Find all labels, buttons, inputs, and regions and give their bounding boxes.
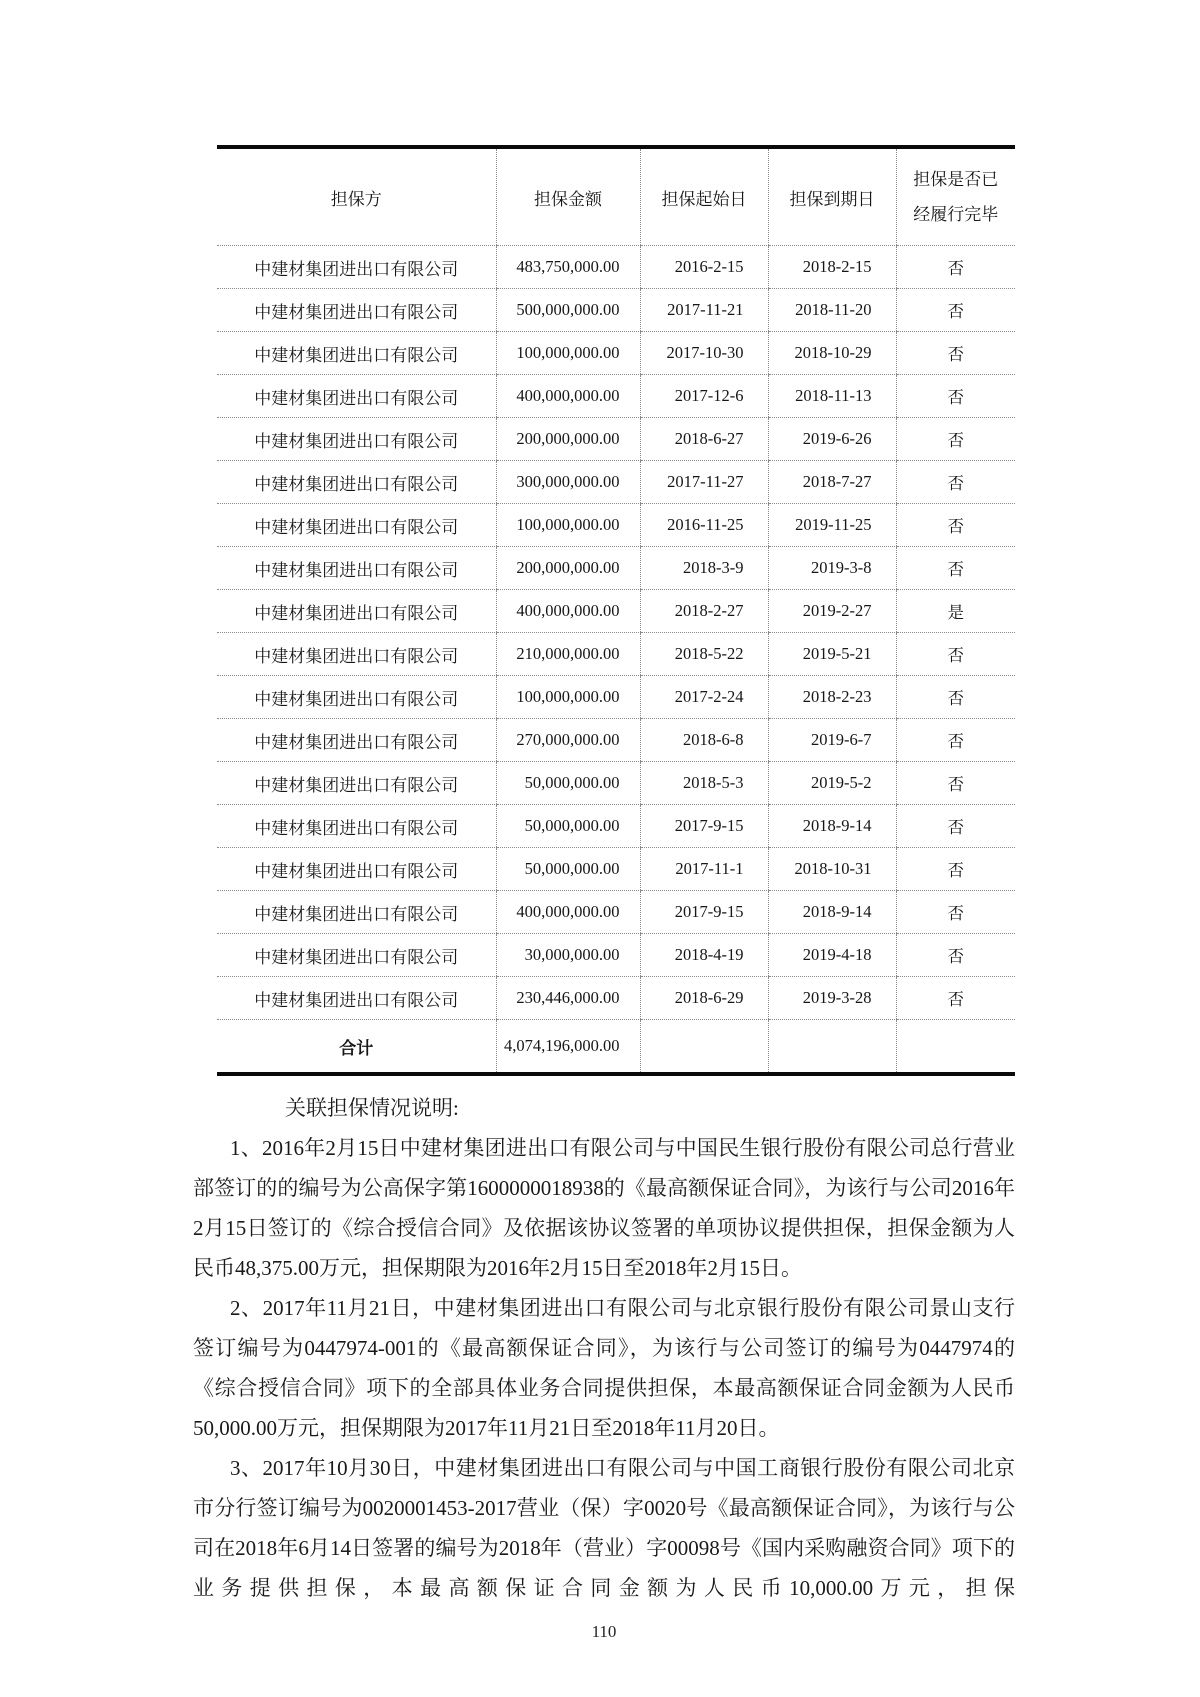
header-fulfilled (896, 147, 1015, 246)
table-row (217, 762, 1015, 805)
guarantor-cell: 中建材集团进出口有限公司 (217, 719, 496, 762)
table-row (217, 590, 1015, 633)
guarantor-cell: 中建材集团进出口有限公司 (217, 590, 496, 633)
note-paragraph-1: 1、2016年2月15日中建材集团进出口有限公司与中国民生银行股份有限公司总行营业部签订的的编号为公高保字第1600000018938的《最高额保证合同》，为该行与公司2016年2月15日签订的《综合授信合同》及依据该协议签署的单项协议提供担保，担保金额为人民币48,375.00万元，担保期限为2016年2月15日至2018年2月15日。 (193, 1136, 1015, 1280)
amount-cell: 30,000,000.00 (496, 934, 640, 977)
start-date-cell: 2017-10-30 (640, 332, 768, 375)
guarantor-cell: 中建材集团进出口有限公司 (217, 289, 496, 332)
amount-cell: 200,000,000.00 (496, 418, 640, 461)
amount-cell: 210,000,000.00 (496, 633, 640, 676)
empty-cell (896, 1020, 1015, 1075)
end-date-cell: 2019-6-7 (768, 719, 896, 762)
end-date-cell: 2019-4-18 (768, 934, 896, 977)
note-paragraph-2: 2、2017年11月21日，中建材集团进出口有限公司与北京银行股份有限公司景山支行签订编号为0447974-001的《最高额保证合同》，为该行与公司签订的编号为0447974的《综合授信合同》项下的全部具体业务合同提供担保，本最高额保证合同金额为人民币50,000.00万元，担保期限为2017年11月21日至2018年11月20日。 (193, 1296, 1015, 1440)
table-row (217, 719, 1015, 762)
amount-cell: 483,750,000.00 (496, 246, 640, 289)
start-date-cell: 2018-5-3 (640, 762, 768, 805)
table-row (217, 547, 1015, 590)
fulfilled-cell: 否 (896, 289, 1015, 332)
start-date-cell: 2016-2-15 (640, 246, 768, 289)
end-date-cell: 2018-10-31 (768, 848, 896, 891)
header-amount: 担保金额 (496, 147, 640, 246)
start-date-cell: 2017-11-1 (640, 848, 768, 891)
amount-cell: 50,000,000.00 (496, 762, 640, 805)
fulfilled-cell: 否 (896, 246, 1015, 289)
start-date-cell: 2018-4-19 (640, 934, 768, 977)
table-row (217, 934, 1015, 977)
start-date-cell: 2018-6-8 (640, 719, 768, 762)
total-amount: 4,074,196,000.00 (496, 1020, 640, 1075)
fulfilled-cell: 否 (896, 977, 1015, 1020)
fulfilled-cell: 是 (896, 590, 1015, 633)
fulfilled-cell: 否 (896, 633, 1015, 676)
amount-cell: 400,000,000.00 (496, 375, 640, 418)
header-fulfilled-line1: 担保是否已 (913, 170, 999, 189)
guarantor-cell: 中建材集团进出口有限公司 (217, 891, 496, 934)
end-date-cell: 2019-2-27 (768, 590, 896, 633)
end-date-cell: 2018-10-29 (768, 332, 896, 375)
end-date-cell: 2018-11-20 (768, 289, 896, 332)
notes-heading: 关联担保情况说明: (285, 1096, 459, 1120)
table-row (217, 977, 1015, 1020)
start-date-cell: 2017-9-15 (640, 805, 768, 848)
fulfilled-cell: 否 (896, 805, 1015, 848)
fulfilled-cell: 否 (896, 418, 1015, 461)
start-date-cell: 2017-11-27 (640, 461, 768, 504)
end-date-cell: 2018-2-23 (768, 676, 896, 719)
end-date-cell: 2019-6-26 (768, 418, 896, 461)
guarantor-cell: 中建材集团进出口有限公司 (217, 547, 496, 590)
table-row (217, 676, 1015, 719)
table-row (217, 461, 1015, 504)
table-row (217, 633, 1015, 676)
table-header-row (217, 147, 1015, 246)
table-row (217, 848, 1015, 891)
amount-cell: 230,446,000.00 (496, 977, 640, 1020)
guarantor-cell: 中建材集团进出口有限公司 (217, 676, 496, 719)
page-number: 110 (591, 1622, 617, 1641)
guarantor-cell: 中建材集团进出口有限公司 (217, 332, 496, 375)
guarantor-cell: 中建材集团进出口有限公司 (217, 246, 496, 289)
fulfilled-cell: 否 (896, 891, 1015, 934)
start-date-cell: 2018-2-27 (640, 590, 768, 633)
amount-cell: 50,000,000.00 (496, 805, 640, 848)
table-row (217, 246, 1015, 289)
header-end-date: 担保到期日 (768, 147, 896, 246)
total-row (217, 1020, 1015, 1075)
start-date-cell: 2017-9-15 (640, 891, 768, 934)
fulfilled-cell: 否 (896, 504, 1015, 547)
end-date-cell: 2019-5-21 (768, 633, 896, 676)
amount-cell: 400,000,000.00 (496, 590, 640, 633)
guarantor-cell: 中建材集团进出口有限公司 (217, 633, 496, 676)
end-date-cell: 2019-5-2 (768, 762, 896, 805)
table-row (217, 289, 1015, 332)
amount-cell: 200,000,000.00 (496, 547, 640, 590)
notes-section (193, 1088, 1015, 1608)
empty-cell (640, 1020, 768, 1075)
guarantor-cell: 中建材集团进出口有限公司 (217, 375, 496, 418)
guarantor-cell: 中建材集团进出口有限公司 (217, 934, 496, 977)
amount-cell: 100,000,000.00 (496, 676, 640, 719)
guarantor-cell: 中建材集团进出口有限公司 (217, 418, 496, 461)
guarantor-cell: 中建材集团进出口有限公司 (217, 762, 496, 805)
table-row (217, 375, 1015, 418)
end-date-cell: 2018-9-14 (768, 891, 896, 934)
table-row (217, 805, 1015, 848)
start-date-cell: 2017-12-6 (640, 375, 768, 418)
amount-cell: 400,000,000.00 (496, 891, 640, 934)
table-row (217, 418, 1015, 461)
guarantor-cell: 中建材集团进出口有限公司 (217, 977, 496, 1020)
end-date-cell: 2018-11-13 (768, 375, 896, 418)
fulfilled-cell: 否 (896, 547, 1015, 590)
guarantor-cell: 中建材集团进出口有限公司 (217, 504, 496, 547)
start-date-cell: 2018-6-29 (640, 977, 768, 1020)
start-date-cell: 2018-5-22 (640, 633, 768, 676)
start-date-cell: 2018-6-27 (640, 418, 768, 461)
end-date-cell: 2019-3-8 (768, 547, 896, 590)
header-start-date: 担保起始日 (640, 147, 768, 246)
fulfilled-cell: 否 (896, 676, 1015, 719)
fulfilled-cell: 否 (896, 762, 1015, 805)
guarantor-cell: 中建材集团进出口有限公司 (217, 461, 496, 504)
amount-cell: 300,000,000.00 (496, 461, 640, 504)
fulfilled-cell: 否 (896, 719, 1015, 762)
amount-cell: 500,000,000.00 (496, 289, 640, 332)
amount-cell: 100,000,000.00 (496, 504, 640, 547)
guarantee-table (217, 145, 1015, 1076)
fulfilled-cell: 否 (896, 461, 1015, 504)
amount-cell: 270,000,000.00 (496, 719, 640, 762)
empty-cell (768, 1020, 896, 1075)
total-label: 合计 (339, 1038, 374, 1058)
table-row (217, 332, 1015, 375)
start-date-cell: 2016-11-25 (640, 504, 768, 547)
end-date-cell: 2018-2-15 (768, 246, 896, 289)
end-date-cell: 2019-11-25 (768, 504, 896, 547)
header-guarantor: 担保方 (217, 147, 496, 246)
end-date-cell: 2018-7-27 (768, 461, 896, 504)
start-date-cell: 2017-11-21 (640, 289, 768, 332)
guarantor-cell: 中建材集团进出口有限公司 (217, 848, 496, 891)
end-date-cell: 2019-3-28 (768, 977, 896, 1020)
fulfilled-cell: 否 (896, 848, 1015, 891)
table-row (217, 891, 1015, 934)
fulfilled-cell: 否 (896, 332, 1015, 375)
header-fulfilled-line2: 经履行完毕 (913, 205, 999, 224)
guarantor-cell: 中建材集团进出口有限公司 (217, 805, 496, 848)
end-date-cell: 2018-9-14 (768, 805, 896, 848)
note-paragraph-3: 3、2017年10月30日，中建材集团进出口有限公司与中国工商银行股份有限公司北京市分行签订编号为0020001453-2017营业（保）字0020号《最高额保证合同》，为该行与公司在2018年6月14日签署的编号为2018年（营业）字00098号《国内采购融资合同》项下的业务提供担保，本最高额保证合同金额为人民币10,000.00万元，担保 (193, 1456, 1015, 1600)
start-date-cell: 2018-3-9 (640, 547, 768, 590)
amount-cell: 50,000,000.00 (496, 848, 640, 891)
start-date-cell: 2017-2-24 (640, 676, 768, 719)
fulfilled-cell: 否 (896, 934, 1015, 977)
amount-cell: 100,000,000.00 (496, 332, 640, 375)
table-row (217, 504, 1015, 547)
fulfilled-cell: 否 (896, 375, 1015, 418)
